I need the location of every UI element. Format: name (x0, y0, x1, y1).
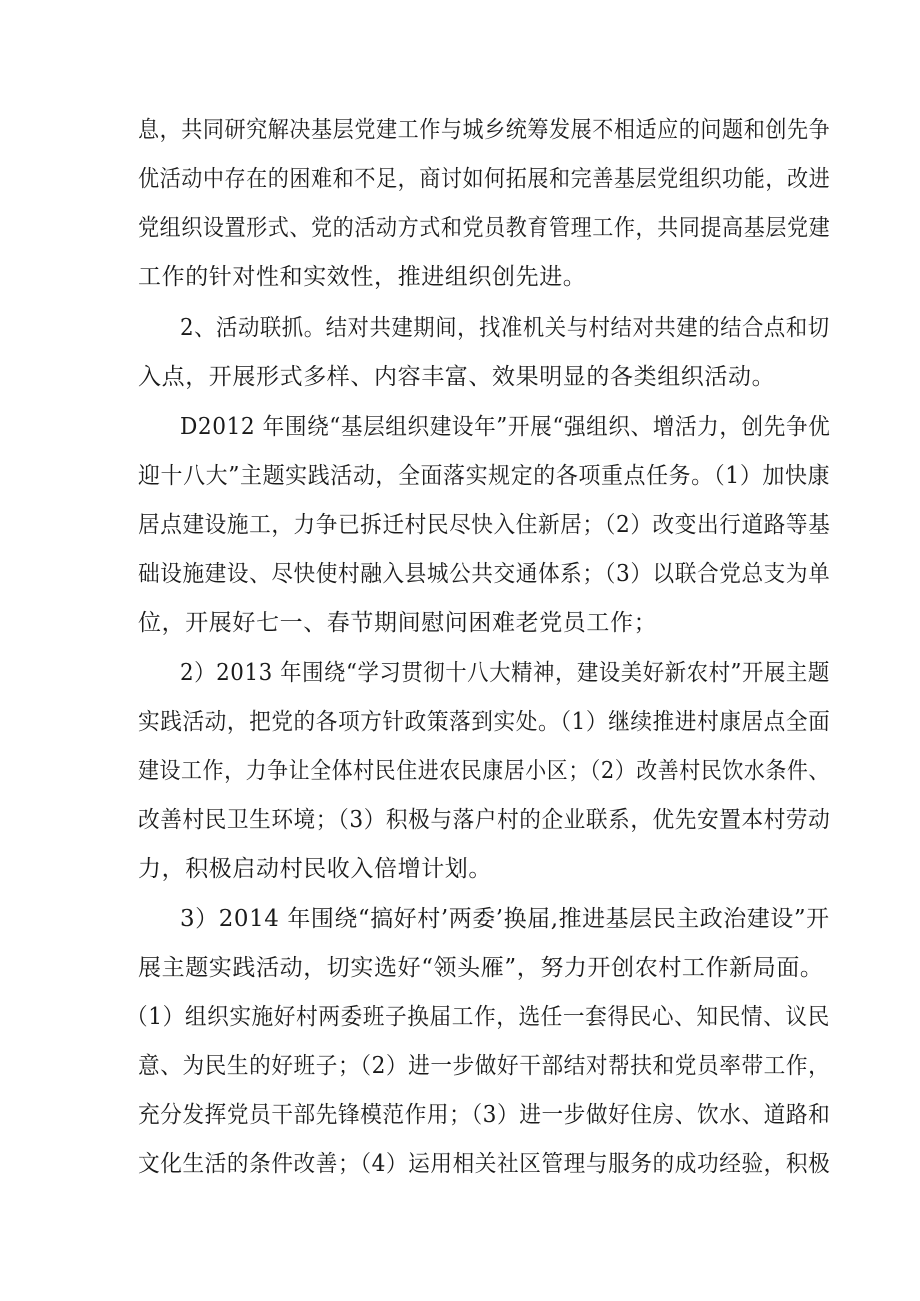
text-line: 优活动中存在的困难和不足，商讨如何拓展和完善基层党组织功能，改进 (138, 166, 831, 192)
text-line: 改善村民卫生环境；（3）积极与落户村的企业联系，优先安置本村劳动 (138, 807, 831, 833)
text-line: 意、为民生的好班子；（2）进一步做好干部结对帮扶和党员率带工作， (138, 1053, 831, 1079)
text-line: 础设施建设、尽快使村融入县城公共交通体系；（3）以联合党总支为单 (138, 561, 831, 587)
text-line: （1）组织实施好村两委班子换届工作，选任一套得民心、知民情、议民 (126, 1004, 830, 1030)
text-line: 入点，开展形式多样、内容丰富、效果明显的各类组织活动。 (138, 364, 776, 390)
text-line: 位，开展好七一、春节期间慰问困难老党员工作； (138, 610, 658, 636)
text-line: 工作的针对性和实效性，推进组织创先进。 (138, 264, 587, 290)
text-line: 2）2013 年围绕“学习贯彻十八大精神，建设美好新农村”开展主题 (180, 660, 830, 686)
text-line: 息，共同研究解决基层党建工作与城乡统筹发展不相适应的问题和创先争 (138, 117, 831, 143)
text-line: 充分发挥党员干部先锋模范作用；（3）进一步做好住房、饮水、道路和 (138, 1102, 831, 1128)
text-line: 党组织设置形式、党的活动方式和党员教育管理工作，共同提高基层党建 (138, 215, 831, 241)
text-line: 实践活动，把党的各项方针政策落到实处。（1）继续推进村康居点全面 (138, 709, 831, 735)
text-line: 居点建设施工，力争已拆迁村民尽快入住新居；（2）改变出行道路等基 (138, 512, 831, 538)
text-line: D2012 年围绕“基层组织建设年”开展“强组织、增活力，创先争优 (180, 414, 831, 440)
text-line: 建设工作，力争让全体村民住进农民康居小区；（2）改善村民饮水条件、 (138, 758, 830, 784)
text-line: 迎十八大”主题实践活动，全面落实规定的各项重点任务。（1）加快康 (138, 463, 831, 489)
text-line: 展主题实践活动，切实选好“领头雁”，努力开创农村工作新局面。 (138, 955, 824, 981)
text-line: 文化生活的条件改善；（4）运用相关社区管理与服务的成功经验，积极 (138, 1151, 831, 1177)
text-line: 3）2014 年围绕“搞好村’两委’换届,推进基层民主政治建设”开 (180, 906, 830, 932)
text-line: 力，积极启动村民收入倍增计划。 (138, 856, 492, 882)
text-line: 2、活动联抓。结对共建期间，找准机关与村结对共建的结合点和切 (180, 315, 830, 341)
